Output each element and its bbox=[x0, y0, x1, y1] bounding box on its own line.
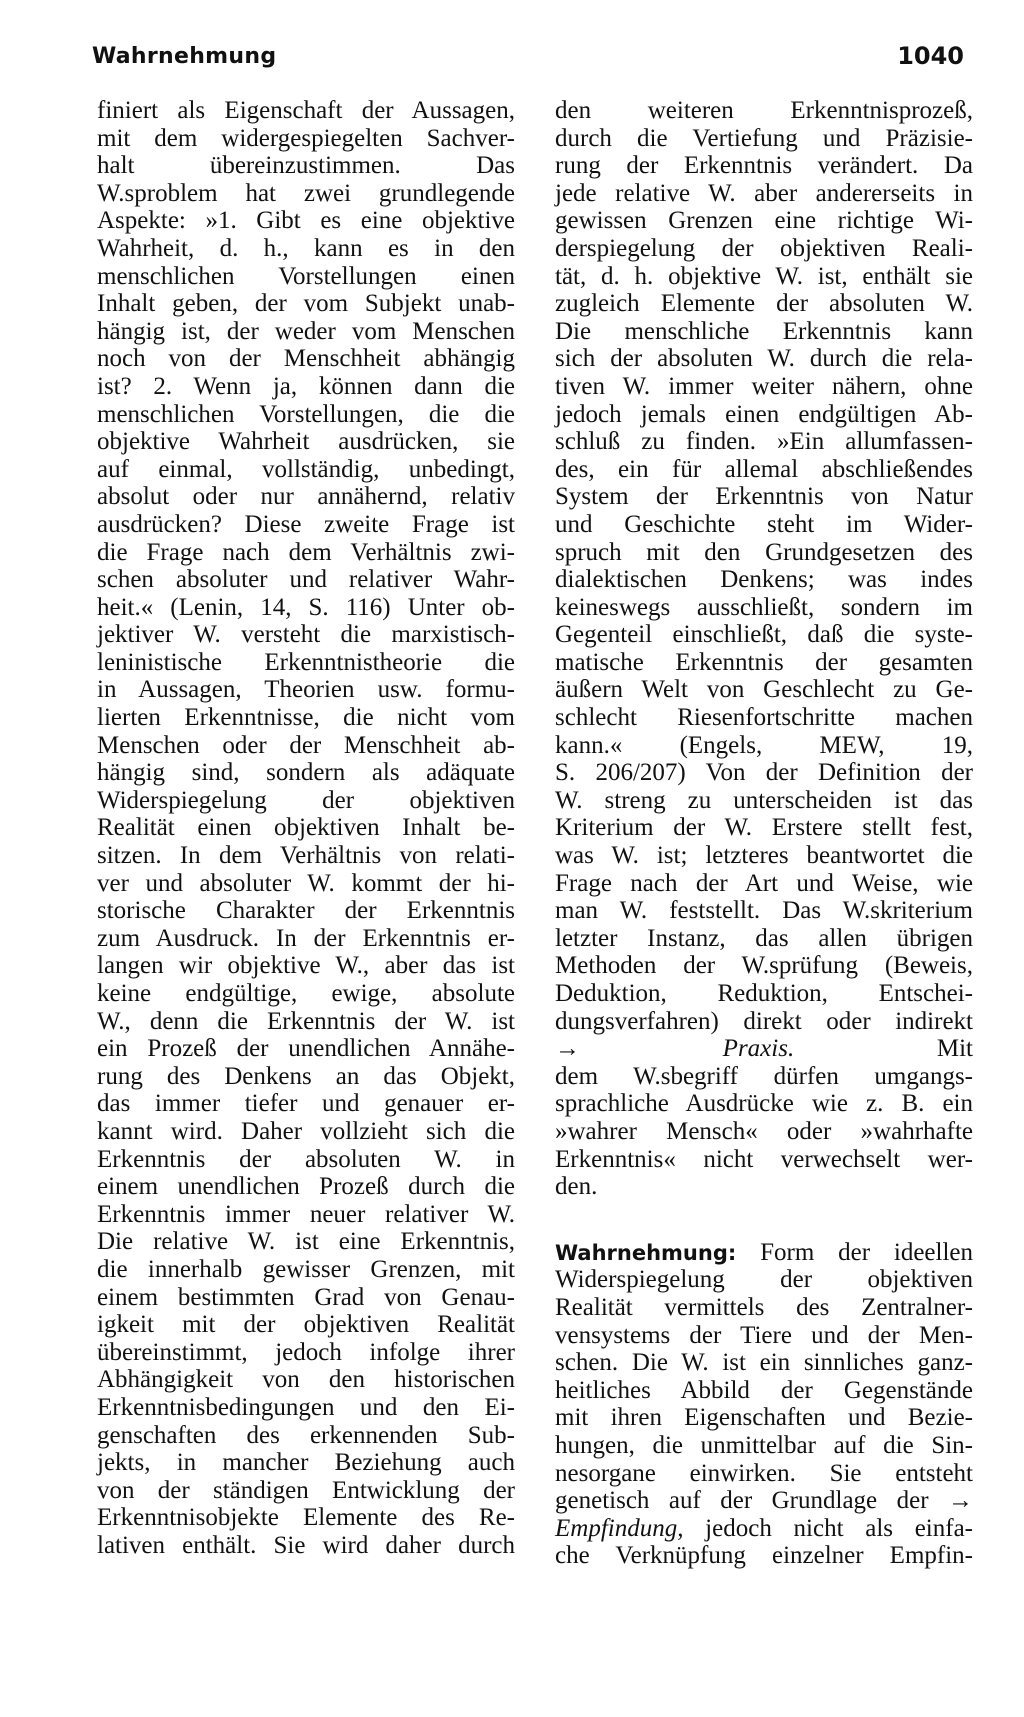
text-line: Inhalt geben, der vom Subjekt unab- bbox=[97, 290, 515, 318]
page-number: 1040 bbox=[897, 42, 964, 70]
text-line: kannt wird. Daher vollzieht sich die bbox=[97, 1117, 515, 1145]
text-line: den weiteren Erkenntnisprozeß, bbox=[555, 97, 973, 124]
text-line: auf einmal, vollständig, unbedingt, bbox=[97, 455, 515, 483]
text-line: man W. feststellt. Das W.skriterium bbox=[555, 897, 973, 925]
text-line: durch die Vertiefung und Präzisie- bbox=[555, 124, 973, 152]
text-line: Empfindung, jedoch nicht als einfa- bbox=[555, 1514, 973, 1542]
text-line: Erkenntnisbedingungen und den Ei- bbox=[97, 1393, 515, 1421]
entry-first-line: Wahrnehmung: Form der ideellen bbox=[555, 1238, 973, 1266]
text-line: mit dem widergespiegelten Sachver- bbox=[97, 124, 515, 152]
text-line: spruch mit den Grundgesetzen des bbox=[555, 538, 973, 566]
text-line: hängig sind, sondern als adäquate bbox=[97, 759, 515, 787]
text-line: Frage nach der Art und Weise, wie bbox=[555, 869, 973, 897]
text-line: W., denn die Erkenntnis der W. ist bbox=[97, 1007, 515, 1035]
text-line: Gegenteil einschließt, daß die syste- bbox=[555, 621, 973, 649]
text-line: jede relative W. aber andererseits in bbox=[555, 179, 973, 207]
text-line: finiert als Eigenschaft der Aussagen, bbox=[97, 97, 515, 124]
text-line: sitzen. In dem Verhältnis von relati- bbox=[97, 842, 515, 870]
text-line: Erkenntnisobjekte Elemente des Re- bbox=[97, 1504, 515, 1532]
text-line: keine endgültige, ewige, absolute bbox=[97, 980, 515, 1007]
text-line: menschlichen Vorstellungen, die die bbox=[97, 400, 515, 428]
text-line: Erkenntnis« nicht verwechselt wer- bbox=[555, 1145, 973, 1173]
text-line: Erkenntnis immer neuer relativer W. bbox=[97, 1200, 515, 1228]
text-line: jedoch jemals einen endgültigen Ab- bbox=[555, 400, 973, 428]
cross-reference-empfindung[interactable]: Empfindung, bbox=[555, 1514, 684, 1542]
text-line: in Aussagen, Theorien usw. formu- bbox=[97, 676, 515, 704]
text-line: halt übereinzustimmen. Das bbox=[97, 152, 515, 180]
text-line: rung des Denkens an das Objekt, bbox=[97, 1062, 515, 1090]
text-line: rung der Erkenntnis verändert. Da bbox=[555, 152, 973, 180]
text-line: dungsverfahren) direkt oder indirekt bbox=[555, 1007, 973, 1035]
text-line: einem bestimmten Grad von Genau- bbox=[97, 1283, 515, 1311]
text-line: W. streng zu unterscheiden ist das bbox=[555, 786, 973, 814]
text-line: igkeit mit der objektiven Realität bbox=[97, 1311, 515, 1339]
text-line: menschlichen Vorstellungen einen bbox=[97, 262, 515, 290]
text-line: che Verknüpfung einzelner Empfin- bbox=[555, 1542, 973, 1570]
text-line: mit ihren Eigenschaften und Bezie- bbox=[555, 1404, 973, 1432]
text-line: Kriterium der W. Erstere stellt fest, bbox=[555, 814, 973, 842]
text-line: übereinstimmt, jedoch infolge ihrer bbox=[97, 1338, 515, 1366]
text-line: tät, d. h. objektive W. ist, enthält sie bbox=[555, 262, 973, 290]
text-line: Die relative W. ist eine Erkenntnis, bbox=[97, 1228, 515, 1256]
text-line: was W. ist; letzteres beantwortet die bbox=[555, 842, 973, 870]
text-line: einem unendlichen Prozeß durch die bbox=[97, 1173, 515, 1201]
text-line: genschaften des erkennenden Sub- bbox=[97, 1421, 515, 1449]
text-line: ausdrücken? Diese zweite Frage ist bbox=[97, 510, 515, 538]
text-line: schen. Die W. ist ein sinnliches ganz- bbox=[555, 1349, 973, 1377]
text-line: noch von der Menschheit abhängig bbox=[97, 345, 515, 373]
text-line: das immer tiefer und genauer er- bbox=[97, 1090, 515, 1118]
text-line: Realität einen objektiven Inhalt be- bbox=[97, 814, 515, 842]
text-line: dialektischen Denkens; was indes bbox=[555, 566, 973, 594]
text-line: und Geschichte steht im Wider- bbox=[555, 510, 973, 538]
text-line: schlecht Riesenfortschritte machen bbox=[555, 704, 973, 732]
arrow-glyph: → bbox=[948, 1487, 973, 1515]
text-line: Menschen oder der Menschheit ab- bbox=[97, 731, 515, 759]
text-line: Erkenntnis der absoluten W. in bbox=[97, 1145, 515, 1173]
text-line: derspiegelung der objektiven Reali- bbox=[555, 234, 973, 262]
text-line: Widerspiegelung der objektiven bbox=[97, 786, 515, 814]
text-line: zugleich Elemente der absoluten W. bbox=[555, 290, 973, 318]
text-line: ver und absoluter W. kommt der hi- bbox=[97, 869, 515, 897]
text-line: Abhängigkeit von den historischen bbox=[97, 1366, 515, 1394]
text-line: storische Charakter der Erkenntnis bbox=[97, 897, 515, 925]
entry-lemma: Wahrnehmung: bbox=[555, 1240, 737, 1265]
running-head-title: Wahrnehmung bbox=[92, 44, 277, 69]
text-line: des, ein für allemal abschließendes bbox=[555, 455, 973, 483]
text-line: lierten Erkenntnisse, die nicht vom bbox=[97, 704, 515, 732]
right-column bbox=[555, 97, 973, 1570]
text-line: → Praxis. Mit bbox=[555, 1035, 973, 1063]
text-line: sprachliche Ausdrücke wie z. B. ein bbox=[555, 1090, 973, 1118]
text-line: die innerhalb gewisser Grenzen, mit bbox=[97, 1255, 515, 1283]
text-line: Aspekte: »1. Gibt es eine objektive bbox=[97, 207, 515, 235]
text-line: keineswegs ausschließt, sondern im bbox=[555, 593, 973, 621]
text-line: hungen, die unmittelbar auf die Sin- bbox=[555, 1431, 973, 1459]
text-line: Wahrheit, d. h., kann es in den bbox=[97, 234, 515, 262]
text-line: Die menschliche Erkenntnis kann bbox=[555, 317, 973, 345]
text-line: jektiver W. versteht die marxistisch- bbox=[97, 621, 515, 649]
text-line: vensystems der Tiere und der Men- bbox=[555, 1321, 973, 1349]
text-line: lativen enthält. Sie wird daher durch bbox=[97, 1531, 515, 1559]
text-line: W.sproblem hat zwei grundlegende bbox=[97, 179, 515, 207]
text-line: schen absoluter und relativer Wahr- bbox=[97, 566, 515, 594]
text-line: den. bbox=[555, 1173, 598, 1201]
text-line: ist? 2. Wenn ja, können dann die bbox=[97, 372, 515, 400]
text-line: sich der absoluten W. durch die rela- bbox=[555, 345, 973, 373]
left-column bbox=[97, 97, 515, 1559]
text-line: Methoden der W.sprüfung (Beweis, bbox=[555, 952, 973, 980]
text-line: langen wir objektive W., aber das ist bbox=[97, 952, 515, 980]
text-line: ein Prozeß der unendlichen Annähe- bbox=[97, 1035, 515, 1063]
text-line: Deduktion, Reduktion, Entschei- bbox=[555, 980, 973, 1007]
text-line: die Frage nach dem Verhältnis zwi- bbox=[97, 538, 515, 566]
text-line: tiven W. immer weiter nähern, ohne bbox=[555, 372, 973, 400]
text-line: System der Erkenntnis von Natur bbox=[555, 483, 973, 511]
text-line: schluß zu finden. »Ein allumfassen- bbox=[555, 428, 973, 456]
text-line: heit.« (Lenin, 14, S. 116) Unter ob- bbox=[97, 593, 515, 621]
text-line: Realität vermittels des Zentralner- bbox=[555, 1293, 973, 1321]
text-line: heitliches Abbild der Gegenstände bbox=[555, 1376, 973, 1404]
text-line: gewissen Grenzen eine richtige Wi- bbox=[555, 207, 973, 235]
cross-reference-praxis[interactable]: Praxis. bbox=[722, 1035, 795, 1063]
text-line: Widerspiegelung der objektiven bbox=[555, 1266, 973, 1294]
text-line: äußern Welt von Geschlecht zu Ge- bbox=[555, 676, 973, 704]
text-line: genetisch auf der Grundlage der → bbox=[555, 1487, 973, 1515]
text-line: letzter Instanz, das allen übrigen bbox=[555, 924, 973, 952]
text-line: hängig ist, der weder vom Menschen bbox=[97, 317, 515, 345]
text-line: absolut oder nur annähernd, relativ bbox=[97, 483, 515, 511]
text-line: matische Erkenntnis der gesamten bbox=[555, 648, 973, 676]
text-line: objektive Wahrheit ausdrücken, sie bbox=[97, 428, 515, 456]
text-line: leninistische Erkenntnistheorie die bbox=[97, 648, 515, 676]
text-line: dem W.sbegriff dürfen umgangs- bbox=[555, 1062, 973, 1090]
text-line: zum Ausdruck. In der Erkenntnis er- bbox=[97, 924, 515, 952]
dictionary-entry-wahrnehmung bbox=[555, 1239, 973, 1570]
text-line: nesorgane einwirken. Sie entsteht bbox=[555, 1459, 973, 1487]
text-line: jekts, in mancher Beziehung auch bbox=[97, 1449, 515, 1477]
text-line: S. 206/207) Von der Definition der bbox=[555, 759, 973, 787]
text-line: »wahrer Mensch« oder »wahrhafte bbox=[555, 1117, 973, 1145]
text-line: kann.« (Engels, MEW, 19, bbox=[555, 731, 973, 759]
text-line: von der ständigen Entwicklung der bbox=[97, 1476, 515, 1504]
